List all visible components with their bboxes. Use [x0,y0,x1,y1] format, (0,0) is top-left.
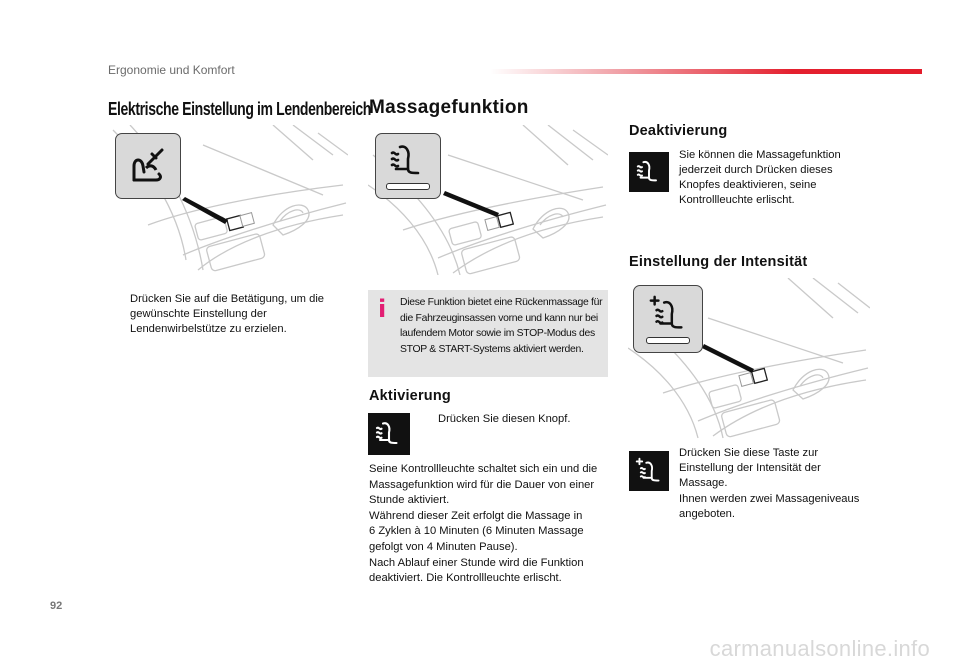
massage-button-closeup [375,133,441,199]
indicator-light [646,337,690,344]
deactivation-text: Sie können die Massagefunktion jederzeit durch Drücken dieses Knopfes deaktivieren, seine Kontrollleuchte erlischt. [679,149,841,206]
activation-body-line: Nach Ablauf einer Stunde wird die Funktion [369,556,584,569]
watermark: carmanualsonline.info [709,636,930,661]
activation-body-line: gefolgt von 4 Minuten Pause). [369,540,518,553]
intensity-heading: Einstellung der Intensität [629,254,808,270]
lumbar-instruction-text: Drücken Sie auf die Betätigung, um die gewünschte Einstellung der Lendenwirbelstütze zu erzielen. [130,293,325,335]
activation-instruction-text: Drücken Sie diesen Knopf. [438,413,571,425]
activation-body-line: Stunde aktiviert. [369,494,450,507]
activation-body-line: Massagefunktion wird für die Dauer von einer [369,478,595,491]
massage-icon [635,159,663,185]
activation-body-line: deaktiviert. Die Kontrollleuchte erlischt. [369,572,562,585]
deactivation-heading: Deaktivierung [629,123,728,139]
intensity-text-line: Ihnen werden zwei Massageniveaus [679,492,860,505]
activation-instruction [420,412,618,427]
massage-intensity-icon [647,294,689,334]
intensity-text-line: Einstellung der Intensität der [679,462,821,475]
massage-heading: Massagefunktion [369,97,529,118]
lumbar-adjust-icon [126,144,170,188]
activation-body [369,462,614,587]
info-icon: i [378,295,387,323]
section-title: Ergonomie und Komfort [108,63,235,77]
activation-body-line: Seine Kontrollleuchte schaltet sich ein und die [369,463,598,475]
massage-button-tile [629,152,669,192]
activation-heading: Aktivierung [369,388,451,404]
info-box [368,290,608,377]
massage-button-tile [368,413,410,455]
activation-body-line: 6 Zyklen à 10 Minuten (6 Minuten Massage [369,525,584,538]
activation-body-line: Während dieser Zeit erfolgt die Massage in [369,509,583,522]
info-text: Diese Funktion bietet eine Rückenmassage für die Fahrzeuginsassen vorne und kann nur bei laufendem Motor sowie im STOP-Modus des STOP & START-Systems aktiviert werden. [400,297,603,355]
massage-intensity-icon [634,457,664,485]
indicator-light [386,183,430,190]
lumbar-instruction [112,292,340,337]
massage-icon [374,420,404,448]
massage-icon [388,143,428,179]
intensity-text-line: angeboten. [679,507,735,520]
header-accent-bar [490,69,922,74]
lumbar-heading: Elektrische Einstellung im Lendenbereich [108,99,371,119]
intensity-text-line: Massage. [679,477,728,490]
lumbar-button-closeup [115,133,181,199]
page-number: 92 [50,600,63,612]
intensity-text-line: Drücken Sie diese Taste zur [679,447,819,459]
intensity-button-closeup [633,285,703,353]
intensity-text [679,446,869,522]
intensity-button-tile [629,451,669,491]
